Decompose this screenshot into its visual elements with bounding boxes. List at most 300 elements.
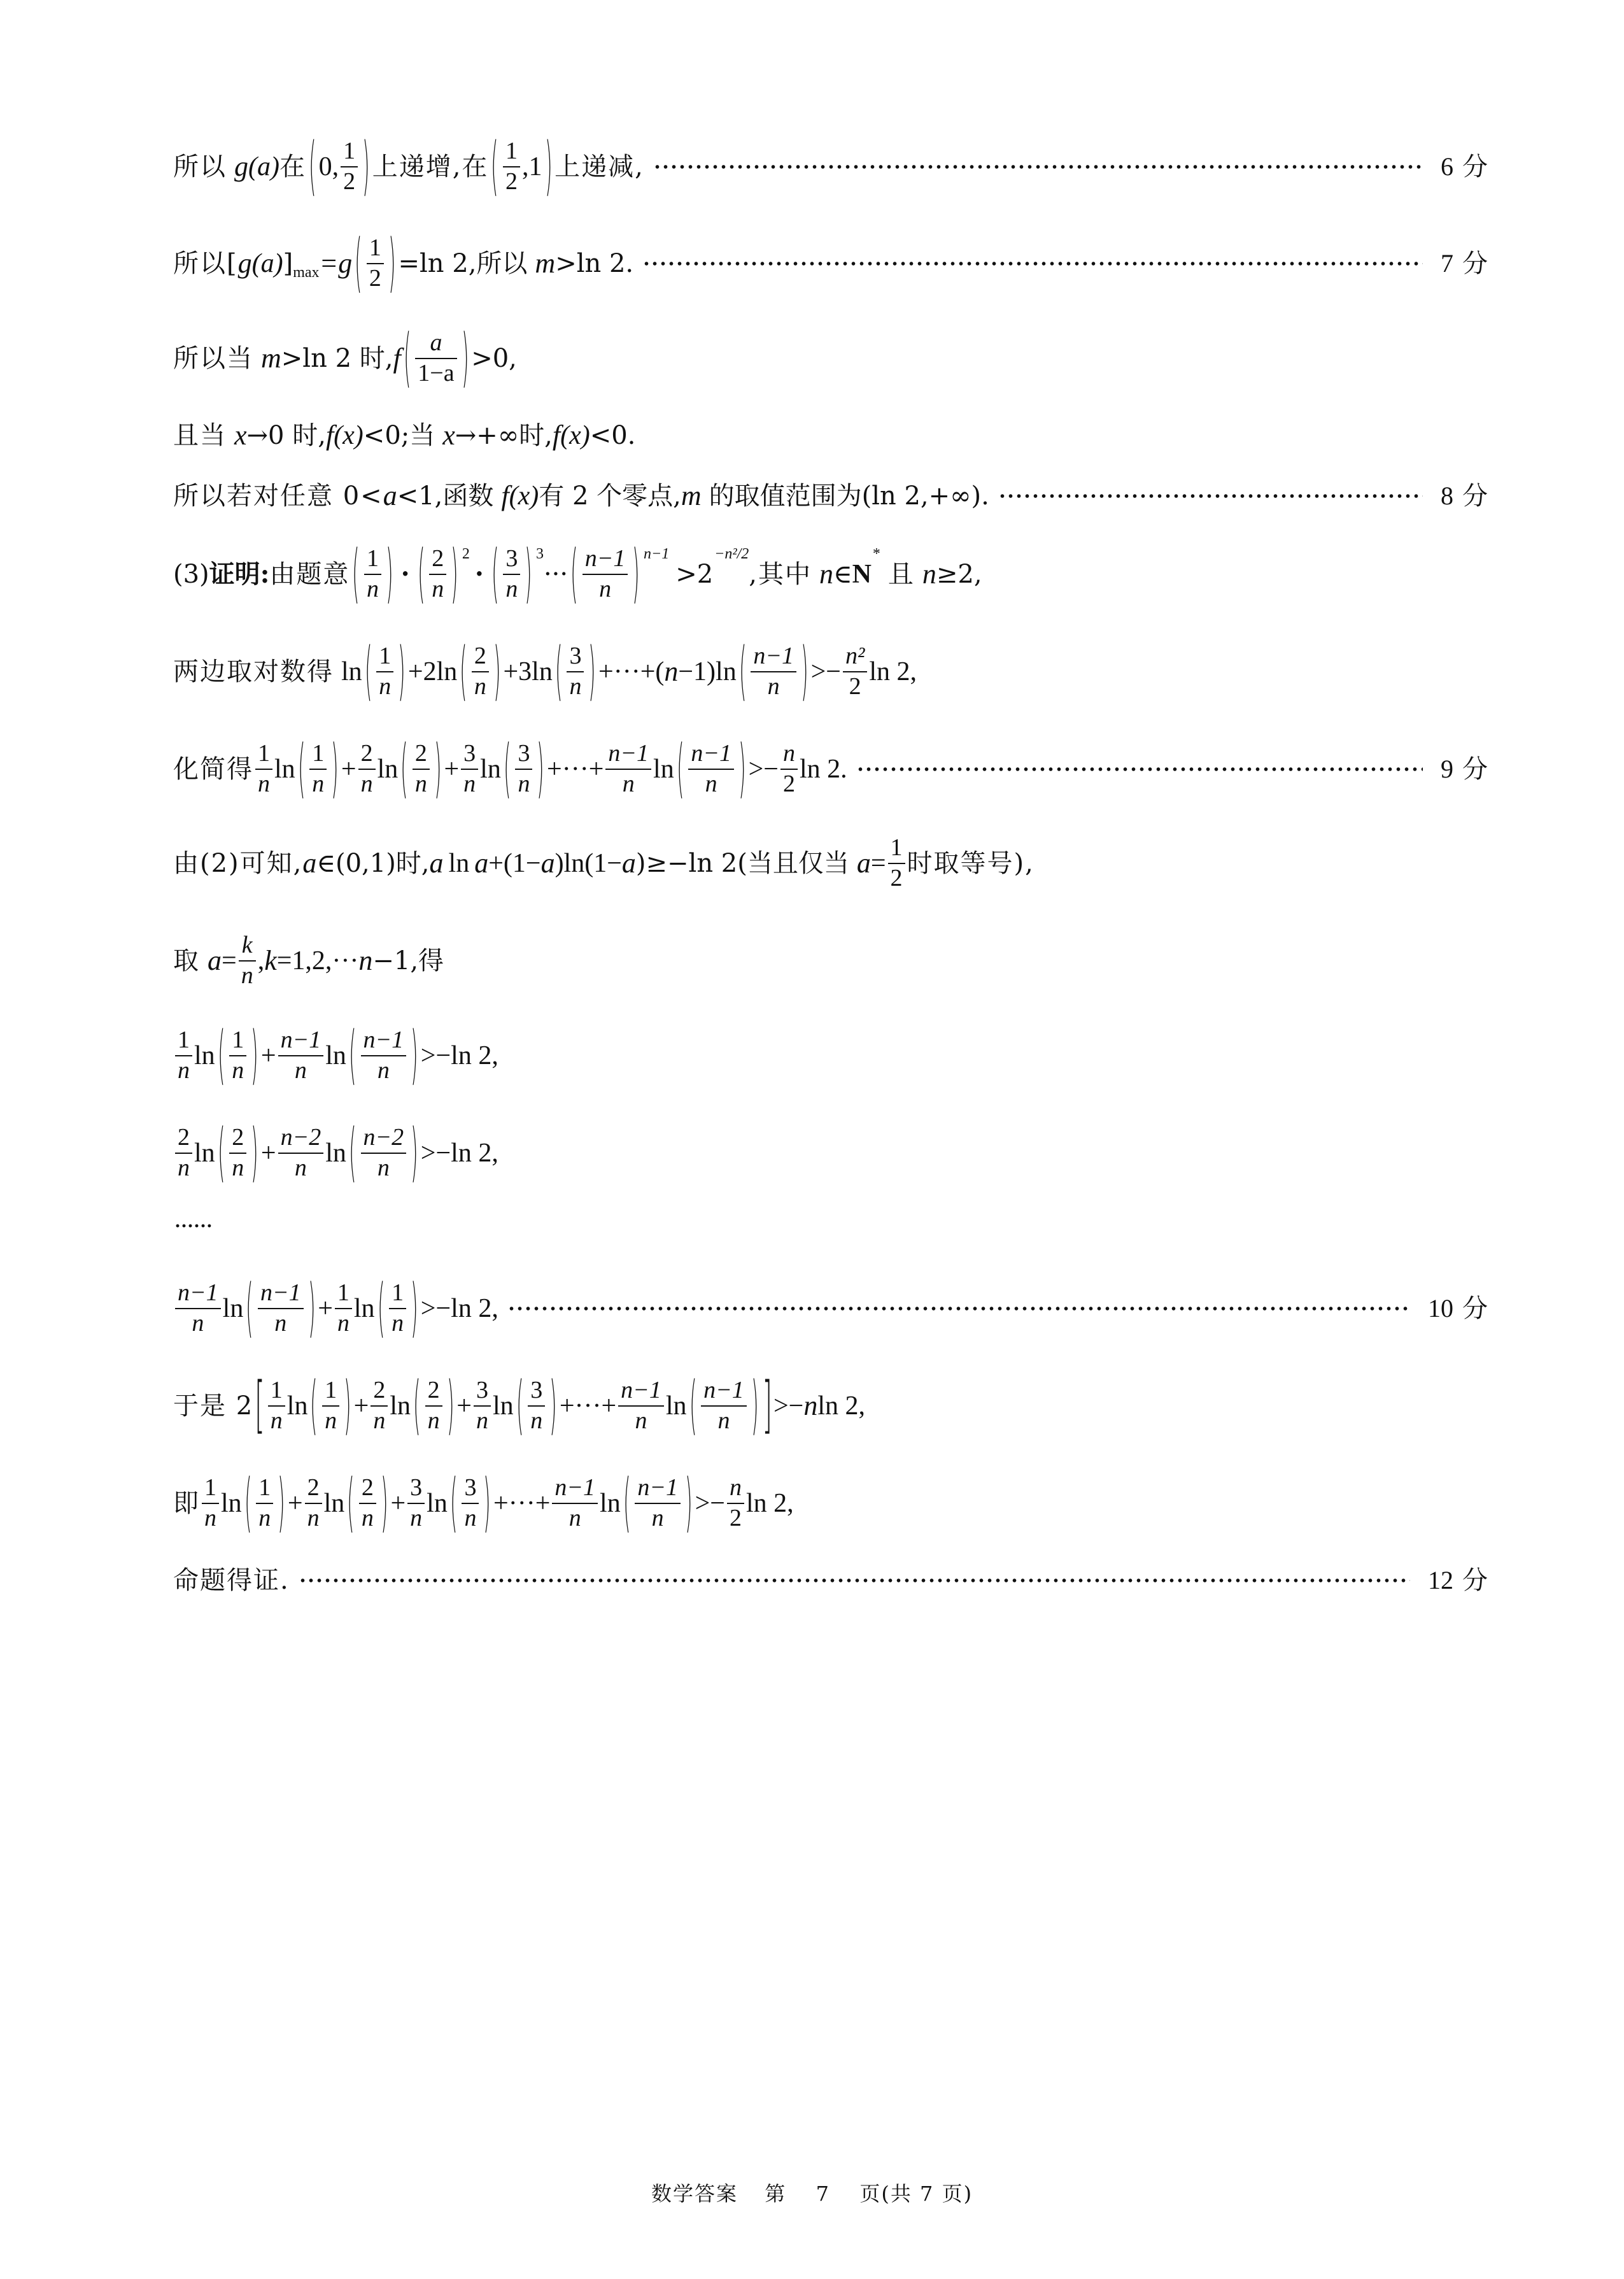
math-var-f: f xyxy=(501,480,509,511)
denominator: n xyxy=(530,1407,543,1434)
right-paren: ) xyxy=(751,1369,759,1443)
fraction-bar xyxy=(552,1503,598,1504)
right-paren: ) xyxy=(411,1019,418,1093)
math-plus: + xyxy=(456,1391,472,1421)
footer-page-number: 7 xyxy=(816,2182,831,2206)
math-arg: (a) xyxy=(251,249,283,278)
fraction-3-over-n xyxy=(528,1378,545,1434)
math-var-f: f xyxy=(393,343,401,374)
text: 所以[ xyxy=(173,249,238,278)
math-plus: + xyxy=(260,1139,276,1168)
right-paren: ) xyxy=(632,537,640,611)
superscript-star: * xyxy=(872,546,880,563)
text: <0;当 xyxy=(363,421,435,450)
numerator: k xyxy=(241,932,253,959)
solution-line-3 xyxy=(173,320,1488,397)
fraction-2-over-n xyxy=(425,1378,442,1434)
fraction-2-over-n xyxy=(305,1475,322,1531)
text: >ln 2 时, xyxy=(281,344,393,373)
text: 所以 xyxy=(173,152,227,181)
right-paren: ) xyxy=(386,537,393,611)
math-var-a: a xyxy=(856,848,871,879)
numerator: n−1 xyxy=(753,643,794,670)
score-unit: 分 xyxy=(1462,481,1488,510)
right-paren: ) xyxy=(251,1116,258,1190)
text: ,其中 xyxy=(749,560,812,589)
math-var-m: m xyxy=(535,248,556,279)
score-unit: 分 xyxy=(1462,1566,1488,1594)
math-arg: (a) xyxy=(248,152,279,181)
solution-line-5 xyxy=(173,458,1488,534)
fraction-b xyxy=(361,1125,407,1181)
numerator: 1 xyxy=(270,1377,283,1404)
math-ln: ln xyxy=(194,1139,215,1168)
numerator: 1 xyxy=(258,740,270,767)
left-paren: ( xyxy=(623,1466,630,1540)
numerator: n−1 xyxy=(608,740,649,767)
math-var-a: a xyxy=(383,480,397,511)
numerator: 1 xyxy=(337,1279,350,1307)
denominator: n xyxy=(427,1407,440,1434)
denominator: n xyxy=(635,1407,647,1434)
right-paren: ) xyxy=(446,1369,454,1443)
denominator: 2 xyxy=(729,1505,742,1531)
denominator: n xyxy=(414,770,427,797)
math-inequality: >− xyxy=(748,755,779,784)
right-paren: ) xyxy=(525,537,532,611)
fraction-n-over-2 xyxy=(780,741,798,797)
math-ln: ln xyxy=(448,849,470,878)
fraction-bar xyxy=(567,671,584,672)
numerator: 2 xyxy=(432,545,444,572)
math-plus: + xyxy=(287,1489,303,1518)
numerator: 1 xyxy=(325,1377,337,1404)
math-term: ln 2, xyxy=(817,1391,866,1421)
fraction-bar xyxy=(701,1405,747,1407)
fraction-bar xyxy=(780,769,798,770)
left-paren: ( xyxy=(400,732,408,806)
solution-line-13 xyxy=(173,1188,1488,1265)
text: −1,得 xyxy=(372,946,444,976)
footer-total-suffix: 页) xyxy=(942,2182,973,2206)
math-ellipsis: +···+ xyxy=(559,1391,617,1421)
denominator: n xyxy=(373,1407,386,1434)
fraction-bar xyxy=(843,671,867,672)
text: <0. xyxy=(590,421,636,450)
numerator: n−1 xyxy=(260,1279,301,1307)
footer-total-pages: 7 xyxy=(920,2182,935,2206)
score-value: 10 xyxy=(1428,1294,1453,1323)
numerator: 3 xyxy=(569,643,582,670)
fraction-bar xyxy=(376,671,393,672)
denominator: n xyxy=(377,1057,390,1084)
right-paren: ) xyxy=(251,1019,258,1093)
denominator: n xyxy=(410,1505,423,1531)
right-paren: ) xyxy=(434,732,442,806)
denominator: n xyxy=(241,962,253,989)
left-paren: ( xyxy=(347,1466,355,1540)
line-12-content xyxy=(173,1116,498,1190)
denominator: n xyxy=(767,673,780,700)
denominator: n xyxy=(232,1057,244,1084)
proof-label: 证明: xyxy=(209,559,270,589)
math-ellipsis: +···+ xyxy=(493,1489,551,1518)
denominator: 2 xyxy=(369,265,381,292)
solution-line-12 xyxy=(173,1115,1488,1191)
denominator: n xyxy=(361,1505,374,1531)
dot-leader xyxy=(507,1306,1410,1311)
fraction-2-over-n xyxy=(358,741,376,797)
fraction-bar xyxy=(461,769,478,770)
math-ln: ln xyxy=(480,755,501,784)
fraction-bar xyxy=(688,769,734,770)
denominator: n xyxy=(568,1505,581,1531)
text: 上递减, xyxy=(554,152,644,181)
text: 的取值范围为(ln 2,+∞). xyxy=(709,481,989,511)
math-ln: ln xyxy=(377,755,399,784)
math-var-m: m xyxy=(261,343,281,374)
fraction-3-over-n xyxy=(461,741,478,797)
fraction-bar xyxy=(413,769,430,770)
line-2-content xyxy=(173,227,634,301)
denominator: n xyxy=(622,770,635,797)
fraction-3-over-n xyxy=(407,1475,425,1531)
left-paren: ( xyxy=(413,1369,421,1443)
math-plus: + xyxy=(318,1294,333,1323)
solution-line-10 xyxy=(173,923,1488,999)
solution-line-6 xyxy=(173,536,1488,613)
fraction-bar xyxy=(415,358,456,359)
math-ln: ln xyxy=(492,1391,514,1421)
fraction-bar xyxy=(364,574,381,575)
math-term: >−ln 2, xyxy=(420,1294,498,1323)
text: =ln 2,所以 xyxy=(398,249,528,278)
fraction-a xyxy=(229,1125,246,1181)
text: >ln 2. xyxy=(555,249,634,278)
math-term: +···+( xyxy=(598,657,665,686)
math-ln: ln xyxy=(665,1391,687,1421)
math-var-k: k xyxy=(264,945,277,976)
numerator: 3 xyxy=(505,545,518,572)
fraction-2-over-n xyxy=(371,1378,388,1434)
math-term: >−ln 2, xyxy=(420,1139,498,1168)
left-paren: ( xyxy=(570,537,578,611)
text: 由题意 xyxy=(269,560,350,589)
fraction-bar xyxy=(268,1405,285,1407)
fraction-bar xyxy=(239,960,256,962)
solution-line-16 xyxy=(173,1465,1488,1542)
numerator: 2 xyxy=(414,740,427,767)
score-unit: 分 xyxy=(1462,755,1488,783)
right-paren: ) xyxy=(537,732,544,806)
math-ln: ln xyxy=(653,755,674,784)
denominator: n xyxy=(192,1310,204,1337)
line-7-content xyxy=(173,635,917,709)
math-arg: (x) xyxy=(509,481,539,511)
numerator: n−1 xyxy=(584,545,626,572)
right-paren: ) xyxy=(307,1272,315,1345)
ellipsis: ··· xyxy=(543,560,568,589)
left-paren: ( xyxy=(218,1019,225,1093)
denominator: n xyxy=(476,1407,488,1434)
denominator: 2 xyxy=(343,168,356,195)
fraction-bar xyxy=(503,574,520,575)
math-var-n: n xyxy=(803,1390,818,1421)
text: →+∞时, xyxy=(455,421,553,450)
math-element-of: ∈ xyxy=(833,560,852,589)
footer-page-prefix: 第 xyxy=(765,2182,787,2206)
math-ln: ln xyxy=(325,1139,346,1168)
fraction-bar xyxy=(175,1308,221,1309)
math-set-N: N xyxy=(852,560,872,589)
fraction-b xyxy=(361,1028,407,1084)
right-paren: ) xyxy=(411,1272,418,1345)
solution-line-2 xyxy=(173,225,1488,302)
denominator: 1−a xyxy=(418,360,455,387)
math-ln: ln xyxy=(353,1294,375,1323)
numerator: 2 xyxy=(307,1474,320,1502)
denominator: 2 xyxy=(890,865,903,891)
math-plus: + xyxy=(390,1489,406,1518)
math-var-a: a xyxy=(302,848,317,879)
numerator: 1 xyxy=(890,834,903,862)
fraction-n-minus-1-over-n xyxy=(701,1378,747,1434)
math-ln: ln xyxy=(323,1489,345,1518)
denominator: n xyxy=(518,770,530,797)
numerator: 1 xyxy=(258,1474,271,1502)
fraction-n-minus-1-over-n xyxy=(635,1475,681,1531)
text: 化简得 xyxy=(173,755,253,784)
fraction-1-over-n xyxy=(376,644,393,700)
line-3-content xyxy=(173,322,517,395)
math-ellipsis: +···+ xyxy=(547,755,604,784)
math-inequality: >2 xyxy=(675,560,714,589)
left-paren: ( xyxy=(504,732,511,806)
numerator: n² xyxy=(845,643,865,670)
right-paren: ) xyxy=(549,1369,557,1443)
math-ln: ln xyxy=(390,1391,411,1421)
text: 上递增,在 xyxy=(372,152,489,181)
denominator: n xyxy=(178,1154,190,1181)
right-paren: ) xyxy=(544,130,552,204)
fraction-bar xyxy=(472,671,489,672)
text: 有 2 个零点, xyxy=(539,481,681,511)
math-ln: ln xyxy=(325,1041,346,1070)
left-bracket: [ xyxy=(255,1370,265,1442)
fraction-bar xyxy=(528,1405,545,1407)
math-plus: + xyxy=(353,1391,369,1421)
fraction-n-minus-1-over-n xyxy=(751,644,796,700)
fraction-3-over-n xyxy=(503,546,520,602)
exponent: 2 xyxy=(462,546,470,563)
numerator: 2 xyxy=(178,1124,190,1151)
fraction-bar xyxy=(727,1503,744,1504)
denominator: n xyxy=(337,1310,350,1337)
math-term: ln 2. xyxy=(799,755,847,784)
numerator: 3 xyxy=(530,1377,543,1404)
math-term: ln 2, xyxy=(869,657,917,686)
fraction-a xyxy=(229,1028,246,1084)
right-paren: ) xyxy=(483,1466,491,1540)
denominator: n xyxy=(599,576,612,602)
fraction-1-over-n xyxy=(202,1475,219,1531)
line-11-content xyxy=(173,1019,498,1093)
math-term: >−ln 2, xyxy=(420,1041,498,1070)
text: →0 时, xyxy=(246,421,326,450)
fraction-1-over-n xyxy=(255,741,272,797)
fraction-one-half xyxy=(888,835,905,891)
denominator: n xyxy=(270,1407,283,1434)
text: 命题得证. xyxy=(173,1566,290,1595)
fraction-b xyxy=(389,1281,406,1337)
math-arg: (x) xyxy=(560,421,590,450)
text: 即 xyxy=(173,1489,200,1518)
math-ln: ln xyxy=(286,1391,308,1421)
exponent: n−1 xyxy=(644,546,670,563)
score-value: 8 xyxy=(1441,481,1453,510)
score-value: 9 xyxy=(1441,755,1453,783)
numerator: n−1 xyxy=(178,1279,218,1307)
numerator: 1 xyxy=(369,234,381,262)
numerator: 3 xyxy=(410,1474,423,1502)
numerator: n−1 xyxy=(637,1474,678,1502)
denominator: n xyxy=(258,1505,271,1531)
math-eq-g: =g xyxy=(319,248,353,279)
fraction-bar xyxy=(429,574,446,575)
right-paren: ) xyxy=(388,227,396,301)
left-paren: ( xyxy=(491,130,498,204)
left-paren: ( xyxy=(689,1369,696,1443)
denominator: n xyxy=(377,1154,390,1181)
right-paren: ) xyxy=(685,1466,693,1540)
math-ln: ln xyxy=(194,1041,215,1070)
numerator: n−1 xyxy=(363,1026,404,1054)
math-plus: + xyxy=(444,755,460,784)
numerator: 2 xyxy=(360,740,373,767)
numerator: 1 xyxy=(343,138,356,165)
math-plus: + xyxy=(260,1041,276,1070)
math-ln: ln xyxy=(341,657,362,686)
math-term: +2ln xyxy=(407,657,458,686)
exponent: 3 xyxy=(535,546,544,563)
fraction-bar xyxy=(635,1503,681,1504)
text: )≥−ln 2(当且仅当 xyxy=(635,849,849,878)
fraction-bar xyxy=(888,863,905,864)
fraction-n-minus-1-over-n xyxy=(583,546,628,602)
fraction-3-over-n xyxy=(474,1378,491,1434)
numerator: n xyxy=(729,1474,742,1502)
fraction-bar xyxy=(367,263,384,264)
numerator: n−1 xyxy=(280,1026,321,1054)
math-term: )ln(1− xyxy=(554,849,622,878)
denominator: n xyxy=(294,1057,307,1084)
line-1-content xyxy=(173,130,644,204)
solution-line-14 xyxy=(173,1270,1488,1347)
numerator: a xyxy=(430,329,442,357)
numerator: 2 xyxy=(232,1124,244,1151)
math-inequality: >− xyxy=(810,657,841,686)
numerator: 3 xyxy=(463,740,476,767)
left-paren: ( xyxy=(218,1116,225,1190)
math-var-a: a xyxy=(621,848,636,879)
left-paren: ( xyxy=(365,635,372,709)
fraction-2-over-n xyxy=(413,741,430,797)
fraction-bar xyxy=(278,1153,324,1154)
text: 时取等号), xyxy=(907,849,1034,878)
dot-leader xyxy=(856,767,1423,772)
fraction-1-over-n xyxy=(309,741,327,797)
fraction-bar xyxy=(605,769,651,770)
math-var-f: f xyxy=(552,420,561,451)
fraction-a-over-1-minus-a xyxy=(415,330,456,387)
math-var-n: n xyxy=(819,558,833,590)
text: >0, xyxy=(471,344,517,373)
math-ln: ln xyxy=(222,1294,244,1323)
denominator: n xyxy=(232,1154,244,1181)
fraction-1-over-n xyxy=(256,1475,273,1531)
right-paren: ) xyxy=(493,635,501,709)
fraction-3-over-n xyxy=(567,644,584,700)
fraction-one-half xyxy=(367,236,384,292)
fraction-bar xyxy=(175,1153,192,1154)
left-paren: ( xyxy=(739,635,746,709)
fraction-n-minus-1-over-n xyxy=(618,1378,664,1434)
text: 且当 xyxy=(173,421,227,450)
line-9-content xyxy=(173,835,1034,891)
fraction-bar xyxy=(503,166,520,167)
fraction-one-half xyxy=(341,139,358,195)
solution-line-9 xyxy=(173,825,1488,902)
numerator: n−1 xyxy=(703,1377,744,1404)
line-16-content xyxy=(173,1466,794,1540)
numerator: n−2 xyxy=(280,1124,321,1151)
dot-leader xyxy=(998,493,1423,499)
math-ln: ln xyxy=(427,1489,448,1518)
numerator: 3 xyxy=(476,1377,488,1404)
fraction-one-half xyxy=(503,139,520,195)
left-paren: ( xyxy=(491,537,499,611)
line-8-content xyxy=(173,732,847,806)
left-paren: ( xyxy=(352,537,360,611)
fraction-bar xyxy=(361,1153,407,1154)
solution-line-1 xyxy=(173,129,1488,205)
denominator: n xyxy=(432,576,444,602)
multiply-dot: · xyxy=(474,559,484,589)
numerator: 1 xyxy=(392,1279,404,1307)
fraction-bar xyxy=(358,769,376,770)
fraction-bar xyxy=(462,1503,479,1504)
line-13-content xyxy=(173,1213,211,1240)
left-paren: ( xyxy=(555,635,563,709)
solution-line-8 xyxy=(173,731,1488,807)
fraction-b xyxy=(278,1028,324,1084)
numerator: 1 xyxy=(204,1474,216,1502)
dot-leader xyxy=(653,164,1423,169)
fraction-bar xyxy=(389,1308,406,1309)
fraction-bar xyxy=(255,769,272,770)
fraction-bar xyxy=(618,1405,664,1407)
subscript-max: max xyxy=(293,264,320,281)
math-var-n: n xyxy=(664,656,679,687)
fraction-bar xyxy=(258,1308,304,1309)
math-term: +3ln xyxy=(503,657,553,686)
left-paren: ( xyxy=(298,732,305,806)
numerator: 1 xyxy=(178,1026,190,1054)
math-term: ln 2, xyxy=(745,1489,794,1518)
fraction-bar xyxy=(305,1503,322,1504)
math-equals: = xyxy=(222,946,237,976)
text: <1,函数 xyxy=(397,481,494,511)
